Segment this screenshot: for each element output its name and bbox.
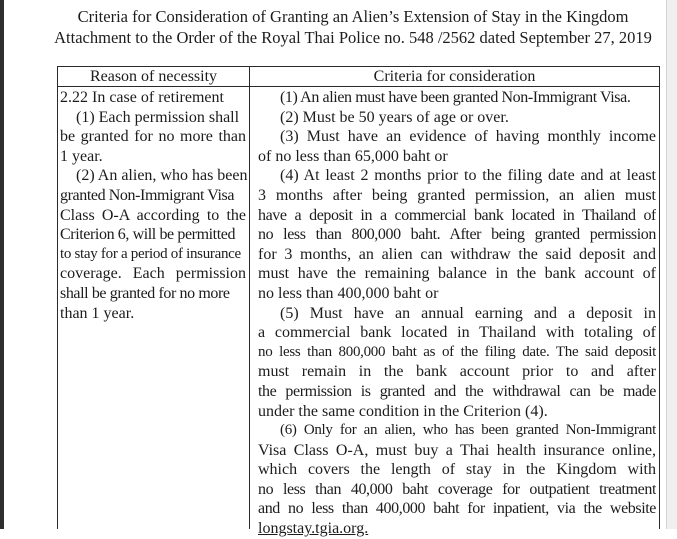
criteria-line: a commercial bank located in Thailand with totaling of	[258, 324, 656, 342]
criteria-line: (5) Must have an annual earning and a deposit in	[280, 304, 656, 322]
criteria-line: the permission is granted and the withdrawal can be made	[258, 382, 656, 400]
criteria-line: must have the remaining balance in the bank account of	[258, 265, 656, 283]
header-subtitle: Attachment to the Order of the Royal Thai Police no. 548 /2562 dated September 27, 2019	[54, 28, 652, 47]
reason-line: granted Non-Immigrant Visa	[60, 186, 235, 204]
criteria-line: (1) An alien must have been granted Non-Immigrant Visa.	[280, 89, 631, 106]
website-link[interactable]: longstay.tgia.org.	[258, 520, 369, 538]
reason-line: 1 year.	[60, 147, 103, 165]
reason-line: than 1 year.	[60, 304, 135, 322]
criteria-line: 3 months after being granted permission, an alien must	[258, 186, 656, 204]
reason-cell	[60, 88, 246, 323]
reason-line: Class O-A according to the	[60, 206, 246, 224]
criteria-line: no less than 800,000 baht as of the filing date. The said deposit	[258, 343, 656, 360]
criteria-line: no less than 40,000 baht coverage for outpatient treatment	[258, 480, 656, 498]
reason-line: Criterion 6, will be permitted	[60, 226, 236, 244]
criteria-line: no less than 800,000 baht. After being granted permission	[258, 226, 656, 244]
reason-line: (2) An alien, who has been	[76, 167, 248, 185]
criteria-line: (3) Must have an evidence of having monthly income	[280, 128, 656, 146]
header-title: Criteria for Consideration of Granting an Alien’s Extension of Stay in the Kingdom	[77, 7, 629, 26]
criteria-line: (2) Must be 50 years of age or over.	[280, 108, 509, 126]
reason-line: to stay for a period of insurance	[60, 245, 241, 262]
criteria-line: (4) At least 2 months prior to the filing date and at least	[280, 167, 656, 185]
criteria-line: (6) Only for an alien, who has been granted Non-Immigrant	[280, 422, 656, 439]
criteria-line: under the same condition in the Criterion (4).	[258, 402, 548, 420]
reason-line: be granted for no more than	[60, 128, 246, 146]
document-header	[40, 6, 666, 48]
criteria-line: and no less than 400,000 baht for inpatient, via the website	[258, 500, 656, 518]
criteria-line: which covers the length of stay in the Kingdom with	[258, 461, 656, 479]
criteria-line: for 3 months, an alien can withdraw the said deposit and	[258, 245, 656, 263]
reason-line: 2.22 In case of retirement	[60, 89, 224, 106]
criteria-line: of no less than 65,000 baht or	[258, 147, 448, 165]
criteria-line: must remain in the bank account prior to and after	[258, 363, 656, 381]
criteria-line: have a deposit in a commercial bank located in Thailand of	[258, 206, 656, 224]
reason-line: coverage. Each permission	[60, 265, 246, 283]
reason-line: shall be granted for no more	[60, 284, 230, 302]
reason-line: (1) Each permission shall	[76, 108, 240, 126]
scan-left-edge	[0, 0, 4, 529]
criteria-line: Visa Class O-A, must buy a Thai health insurance online,	[258, 441, 656, 459]
criteria-cell	[258, 88, 656, 539]
header-row-divider	[57, 86, 660, 87]
column-divider	[249, 66, 250, 529]
column-header-criteria: Criteria for consideration	[373, 68, 536, 85]
scan-right-edge	[666, 0, 677, 529]
criteria-line: no less than 400,000 baht or	[258, 284, 439, 302]
column-header-reason: Reason of necessity	[89, 68, 218, 85]
